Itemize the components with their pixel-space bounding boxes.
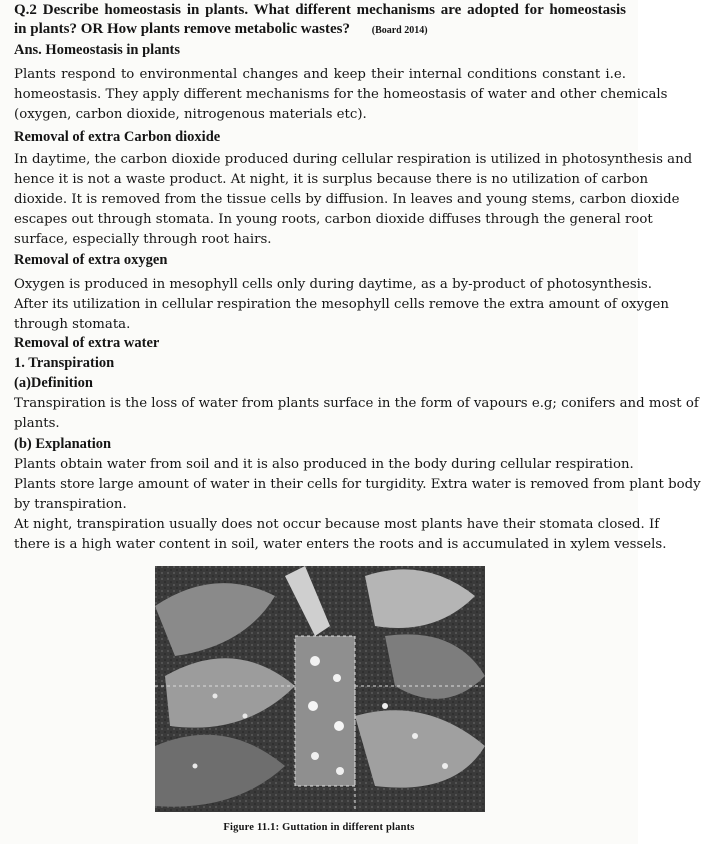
explanation-line: At night, transpiration usually does not occur because most plants have their stomata closed. If bbox=[14, 517, 660, 532]
intro-line: homeostasis. They apply different mechanisms for the homeostasis of water and other chemicals bbox=[14, 87, 668, 102]
question-line-2-text: in plants? OR How plants remove metabolic wastes? bbox=[14, 21, 350, 37]
board-reference: (Board 2014) bbox=[371, 25, 428, 36]
definition-line: plants. bbox=[14, 416, 60, 431]
co2-line: escapes out through stomata. In young roots, carbon dioxide diffuses through the general root bbox=[14, 212, 653, 227]
explanation-heading: (b) Explanation bbox=[14, 436, 112, 452]
o2-line: through stomata. bbox=[14, 317, 131, 332]
guttation-photo-icon bbox=[155, 566, 485, 812]
intro-line: (oxygen, carbon dioxide, nitrogenous materials etc). bbox=[14, 107, 367, 122]
intro-line: Plants respond to environmental changes and keep their internal conditions constant i.e. bbox=[14, 67, 626, 82]
co2-section-heading: Removal of extra Carbon dioxide bbox=[14, 129, 221, 145]
guttation-figure bbox=[155, 566, 485, 812]
co2-line: surface, especially through root hairs. bbox=[14, 232, 272, 247]
question-line-2 bbox=[14, 21, 626, 39]
answer-heading: Ans. Homeostasis in plants bbox=[14, 42, 180, 58]
transpiration-heading: 1. Transpiration bbox=[14, 355, 115, 371]
o2-section-heading: Removal of extra oxygen bbox=[14, 252, 168, 268]
water-section-heading: Removal of extra water bbox=[14, 335, 160, 351]
o2-line: After its utilization in cellular respiration the mesophyll cells remove the extra amount of oxygen bbox=[14, 297, 669, 312]
co2-line: dioxide. It is removed from the tissue cells by diffusion. In leaves and young stems, carbon dioxide bbox=[14, 192, 680, 207]
definition-line: Transpiration is the loss of water from plants surface in the form of vapours e.g; conifers and most of bbox=[14, 396, 699, 411]
figure-caption: Figure 11.1: Guttation in different plants bbox=[223, 822, 415, 833]
o2-line: Oxygen is produced in mesophyll cells only during daytime, as a by-product of photosynthesis. bbox=[14, 277, 652, 292]
explanation-line: there is a high water content in soil, water enters the roots and is accumulated in xylem vessels. bbox=[14, 537, 667, 552]
definition-heading: (a)Definition bbox=[14, 375, 93, 391]
co2-line: hence it is not a waste product. At night, it is surplus because there is no utilization of carbon bbox=[14, 172, 649, 187]
explanation-line: Plants obtain water from soil and it is also produced in the body during cellular respiration. bbox=[14, 457, 634, 472]
co2-line: In daytime, the carbon dioxide produced during cellular respiration is utilized in photosynthesis and bbox=[14, 152, 693, 167]
question-line-1: Q.2 Describe homeostasis in plants. What different mechanisms are adopted for homeostasis bbox=[14, 2, 626, 18]
explanation-line: by transpiration. bbox=[14, 497, 127, 512]
explanation-line: Plants store large amount of water in their cells for turgidity. Extra water is removed from plant body bbox=[14, 477, 701, 492]
